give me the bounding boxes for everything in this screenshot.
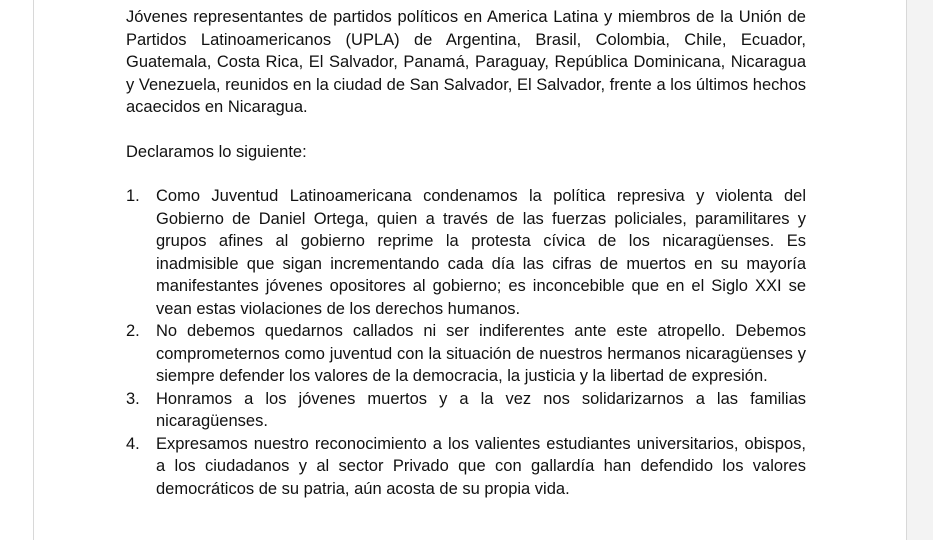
list-item-number: 1.	[126, 187, 140, 205]
list-item	[100, 433, 806, 501]
list-item-number: 4.	[126, 434, 140, 453]
list-item	[100, 185, 806, 320]
list-item-number: 2.	[126, 322, 140, 340]
document-body	[126, 6, 806, 500]
declaration-heading: Declaramos lo siguiente:	[126, 142, 307, 161]
page-left-border	[33, 0, 34, 540]
list-item	[100, 388, 806, 433]
list-item-number: 3.	[126, 389, 140, 408]
list-item	[100, 320, 806, 388]
list-item-text: No debemos quedarnos callados ni ser indiferentes ante este atropello. Debemos comprometernos como juventud con la situación de nuestros hermanos nicaragüenses y siempre defender los valores de la democracia, la justicia y la libertad de expresión.	[156, 322, 806, 385]
list-item-text: Expresamos nuestro reconocimiento a los valientes estudiantes universitarios, obispos, a los ciudadanos y al sector Privado que con gallardía han defendido los valores democráticos de su patria, aún acosta de su propia vida.	[156, 434, 806, 498]
intro-paragraph: Jóvenes representantes de partidos políticos en America Latina y miembros de la Unión de Partidos Latinoamericanos (UPLA) de Argentina, Brasil, Colombia, Chile, Ecuador, Guatemala, Costa Rica, El Salvador, Panamá, Paraguay, República Dominicana, Nicaragua y Venezuela, reunidos en la ciudad de San Salvador, El Salvador, frente a los últimos hechos acaecidos en Nicaragua.	[126, 8, 806, 116]
list-item-text: Honramos a los jóvenes muertos y a la vez nos solidarizarnos a las familias nicaragüenses.	[156, 389, 806, 430]
vertical-scrollbar[interactable]	[907, 0, 933, 540]
list-item-text: Como Juventud Latinoamericana condenamos la política represiva y violenta del Gobierno de Daniel Ortega, quien a través de las fuerzas policiales, paramilitares y grupos afines al gobierno reprime la protesta cívica de los nicaragüenses. Es inadmisible que sigan incrementando cada día las cifras de muertos en su mayoría manifestantes jóvenes opositores al gobierno; es inconcebible que en el Siglo XXI se vean estas violaciones de los derechos humanos.	[156, 187, 806, 318]
declaration-list	[100, 185, 806, 500]
